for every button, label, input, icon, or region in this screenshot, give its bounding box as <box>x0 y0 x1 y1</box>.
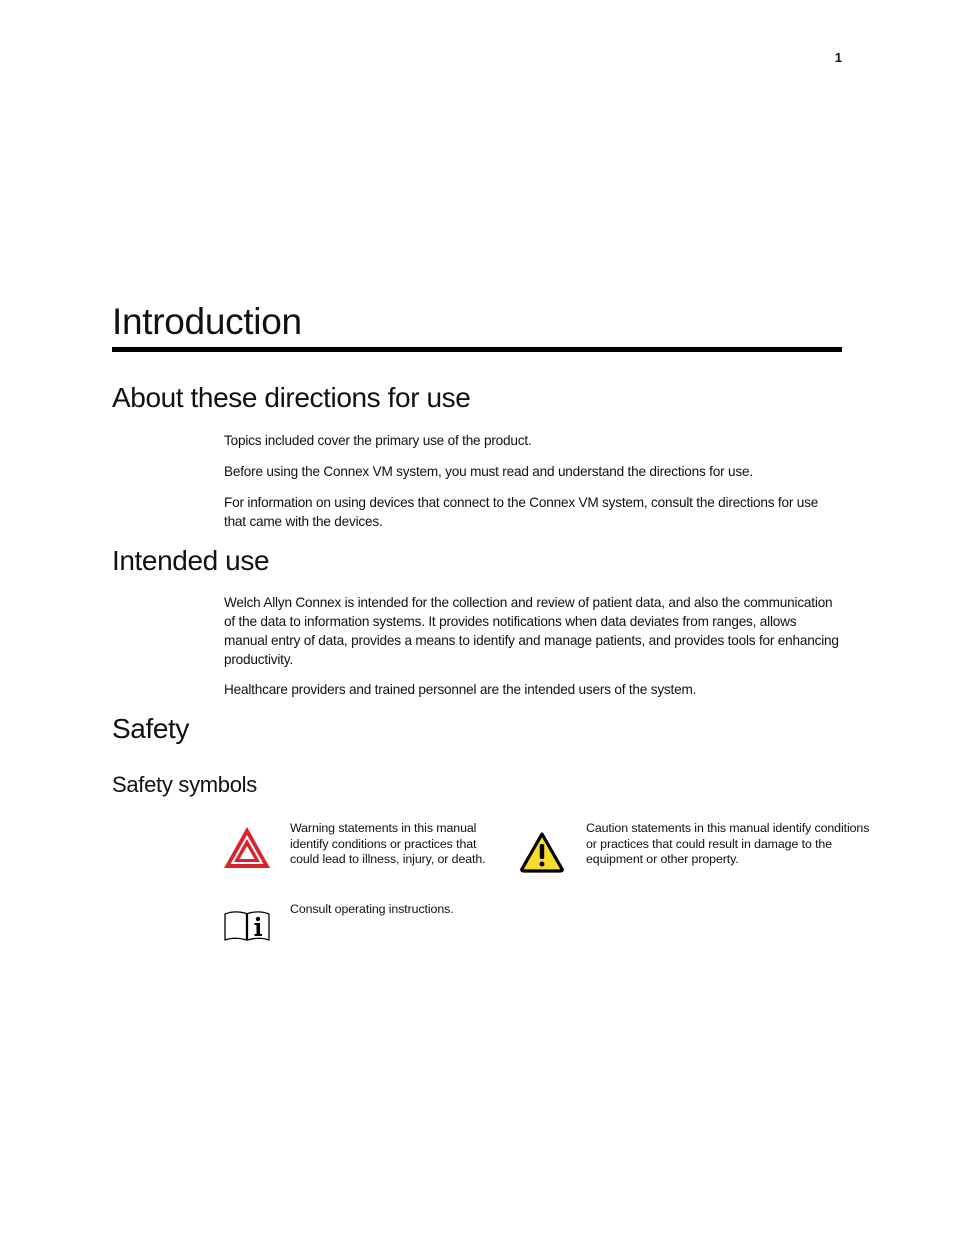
about-paragraph-1: Topics included cover the primary use of the product. <box>224 433 532 448</box>
page-number: 1 <box>834 50 842 65</box>
chapter-title: Introduction <box>112 301 302 342</box>
caution-triangle-icon <box>519 831 565 878</box>
chapter-rule <box>112 347 842 352</box>
consult-instructions-icon <box>223 909 271 948</box>
about-paragraph-2: Before using the Connex VM system, you must read and understand the directions for use. <box>224 464 753 479</box>
intended-use-paragraph-1: Welch Allyn Connex is intended for the collection and review of patient data, and also the communication of the data to information systems. It provides notifications when data deviates from ranges, allows manual entry of data, provides a means to identify and manage patients, and provides tools for enhancing productivity. <box>224 595 839 667</box>
section-heading-intended-use: Intended use <box>112 545 270 576</box>
section-heading-safety: Safety <box>112 713 189 744</box>
section-heading-about: About these directions for use <box>112 382 471 413</box>
subsection-heading-safety-symbols: Safety symbols <box>112 772 257 797</box>
about-paragraph-3: For information on using devices that connect to the Connex VM system, consult the directions for use that came with the devices. <box>224 495 819 529</box>
consult-symbol-description: Consult operating instructions. <box>290 902 454 916</box>
warning-triangle-icon <box>222 825 272 875</box>
warning-symbol-description: Warning statements in this manual identify conditions or practices that could lead to illness, injury, or death. <box>290 821 486 867</box>
intended-use-paragraph-2: Healthcare providers and trained personnel are the intended users of the system. <box>224 682 697 697</box>
caution-symbol-description: Caution statements in this manual identify conditions or practices that could result in damage to the equipment or other property. <box>586 821 870 867</box>
